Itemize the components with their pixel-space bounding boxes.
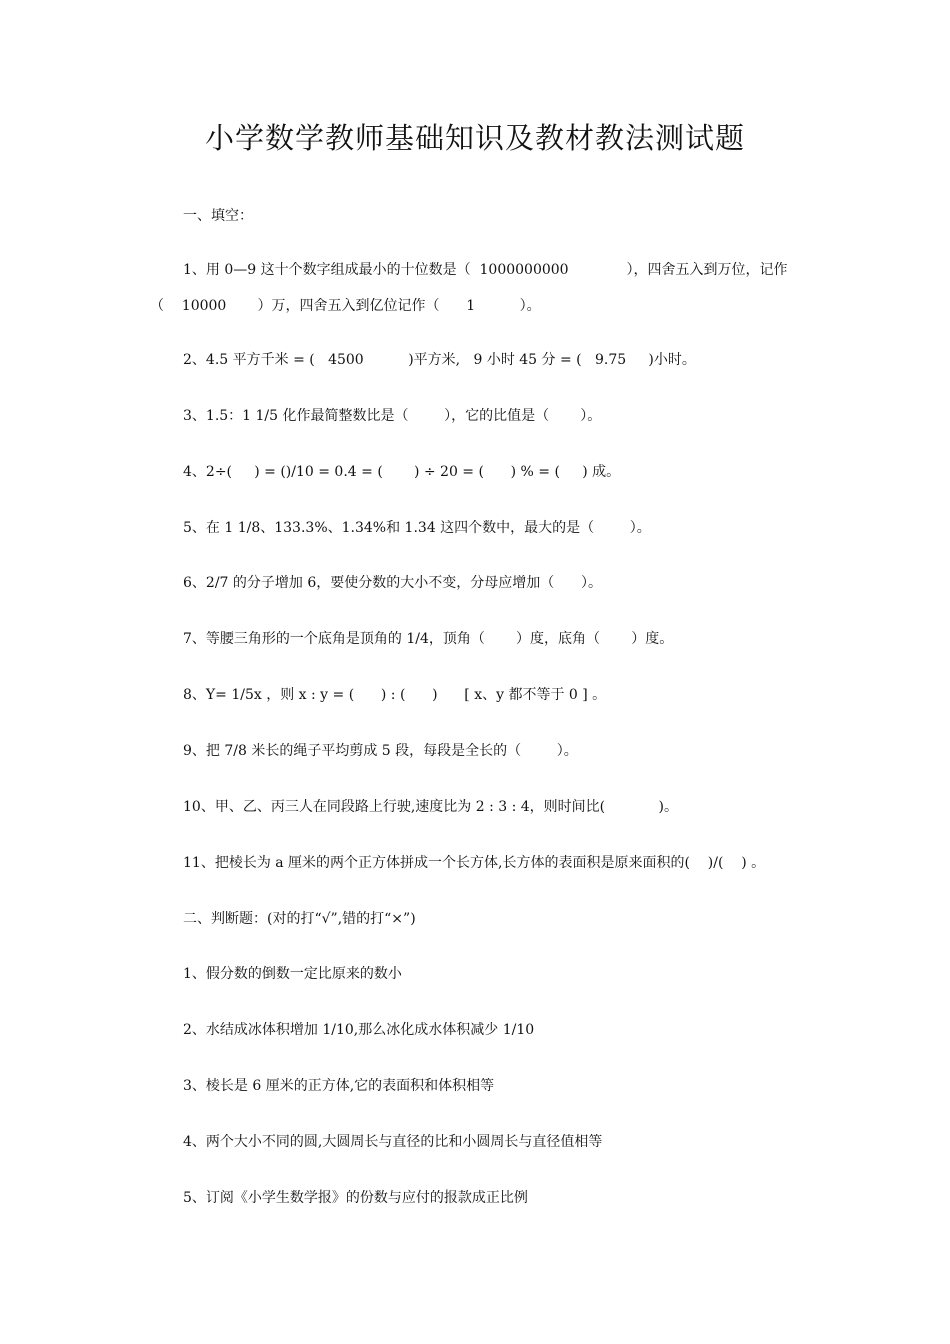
question-line: 1、用 0—9 这十个数字组成最小的十位数是（ 1000000000 ），四舍五入到万位，记作 <box>183 262 788 278</box>
question-line: 2、4.5 平方千米 = ( 4500 )平方米, 9 小时 45 分 = ( 9.75 )小时。 <box>183 352 696 368</box>
document-title: 小学数学教师基础知识及教材教法测试题 <box>204 121 745 155</box>
question-line: 1、假分数的倒数一定比原来的数小 <box>183 966 402 982</box>
question-line-continued: （ 10000 ）万，四舍五入到亿位记作（ 1 ）。 <box>150 298 541 314</box>
question-line: 3、棱长是 6 厘米的正方体,它的表面积和体积相等 <box>183 1078 495 1094</box>
question-line: 4、2÷( ) = ()/10 = 0.4 = ( ) ÷ 20 = ( ) % = ( ) 成。 <box>183 464 621 480</box>
question-line: 6、2/7 的分子增加 6，要使分数的大小不变，分母应增加（ ）。 <box>183 575 602 591</box>
question-line: 10、甲、乙、丙三人在同段路上行驶,速度比为 2 : 3 : 4，则时间比( )。 <box>183 799 678 815</box>
question-line: 4、两个大小不同的圆,大圆周长与直径的比和小圆周长与直径值相等 <box>183 1134 603 1150</box>
question-line: 9、把 7/8 米长的绳子平均剪成 5 段，每段是全长的（ ）。 <box>183 743 578 759</box>
question-line: 11、把棱长为 a 厘米的两个正方体拼成一个长方体,长方体的表面积是原来面积的( )/( ) 。 <box>183 855 766 871</box>
section-heading-true-false: 二、判断题：(对的打“√”,错的打“×”) <box>183 911 416 927</box>
question-line: 7、等腰三角形的一个底角是顶角的 1/4，顶角（ ）度，底角（ ）度。 <box>183 631 674 647</box>
question-line: 8、Y= 1/5x ，则 x : y = ( ) : ( ) [ x、y 都不等于 0 ] 。 <box>183 687 607 703</box>
section-heading-fill-in: 一、填空： <box>183 208 253 224</box>
question-line: 5、在 1 1/8、133.3%、1.34%和 1.34 这四个数中，最大的是（ ）。 <box>183 520 651 536</box>
question-line: 3、1.5：1 1/5 化作最简整数比是（ ），它的比值是（ ）。 <box>183 408 602 424</box>
question-line: 2、水结成冰体积增加 1/10,那么冰化成水体积减少 1/10 <box>183 1022 535 1038</box>
question-line: 5、订阅《小学生数学报》的份数与应付的报款成正比例 <box>183 1190 528 1206</box>
